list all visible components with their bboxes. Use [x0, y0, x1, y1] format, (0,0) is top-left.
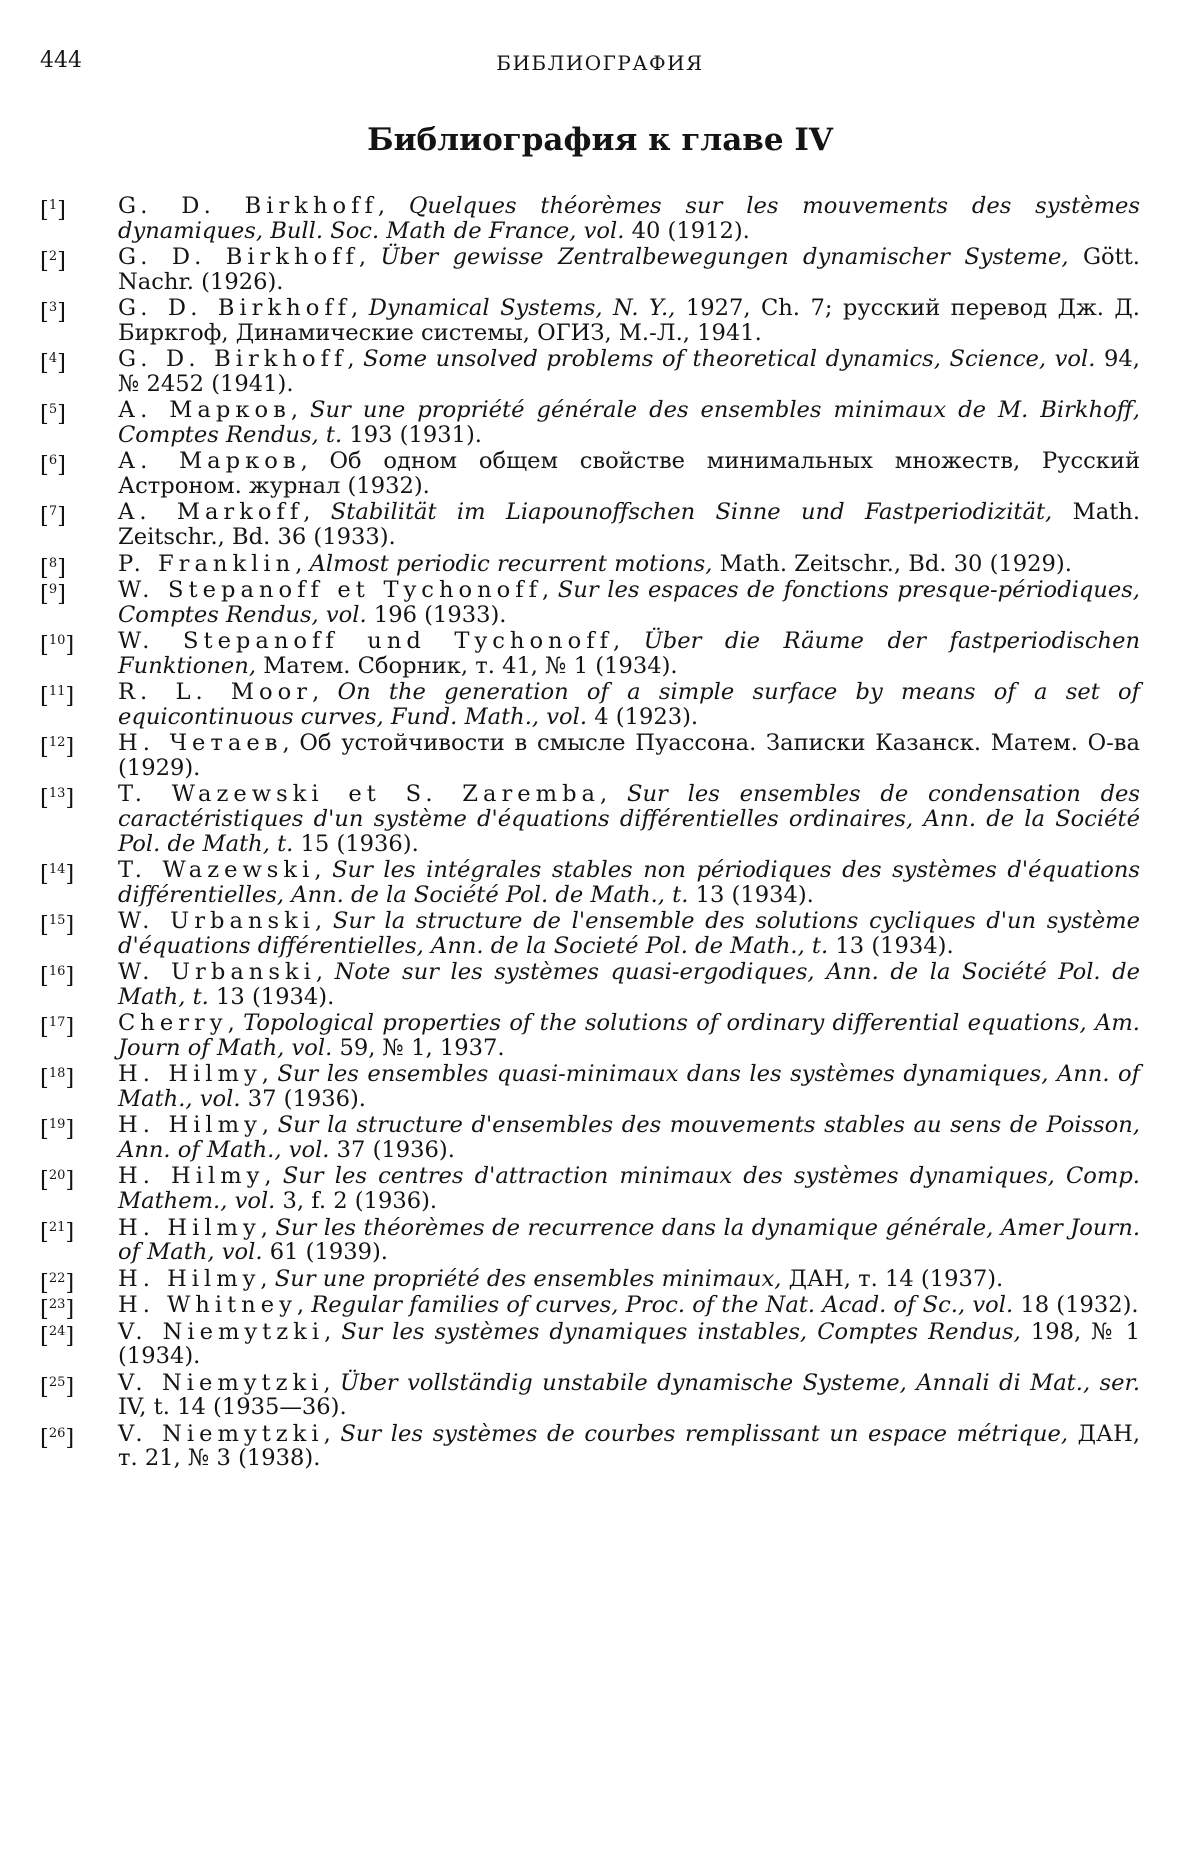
entry-separator: ,: [351, 295, 369, 322]
entry-details: 40 (1912).: [624, 217, 750, 244]
entry-details: 1927, Ch. 7; русский перевод Дж. Д. Биркгоф, Динамические системы, ОГИЗ, М.-Л., 1941.: [118, 295, 1140, 346]
entry-separator: ,: [295, 550, 310, 577]
entry-title: Sur les systèmes dynamiques instables, Comptes Rendus,: [341, 1318, 1021, 1345]
entry-number-value: 20: [48, 1168, 66, 1184]
entry-separator: ,: [315, 908, 333, 935]
entry-details: 61 (1939).: [262, 1239, 388, 1266]
entry-author: W. Urbanski: [118, 959, 316, 986]
entry-number-value: 18: [48, 1066, 66, 1082]
entry-author: A. Markoff: [118, 499, 304, 526]
entry-number-value: 24: [48, 1323, 66, 1339]
chapter-bibliography-title: Библиография к главе IV: [367, 122, 833, 158]
entry-number-value: 7: [48, 504, 58, 520]
entry-separator: ,: [227, 1010, 244, 1037]
entry-details: Об одном общем свойстве минимальных множеств, Русский Астроном. журнал (1932).: [118, 448, 1140, 499]
entry-number: [$^2$]: [40, 248, 66, 275]
entry-author: H. Hilmy: [118, 1214, 261, 1241]
entry-title: Über gewisse Zentralbewegungen dynamischer Systeme,: [380, 244, 1069, 271]
bibliography-entry: [40, 398, 1140, 447]
entry-author: P. Franklin: [118, 550, 296, 577]
entry-title: Über vollständig unstabile dynamische Systeme, Annali di Mat., ser.: [340, 1369, 1140, 1396]
bibliography-entry: [40, 194, 1140, 243]
entry-title: Sur les ensembles de condensation des caractéristiques d'un système d'équations différentielles ordinaires, Ann. de la Société Pol. de Math, t.: [118, 781, 1141, 857]
entry-number: [$^{11}$]: [40, 683, 75, 710]
entry-details: 193 (1931).: [342, 421, 482, 448]
entry-details: ДАН, т. 14 (1937).: [781, 1265, 1004, 1292]
entry-separator: ,: [260, 1265, 275, 1292]
entry-number: [$^{22}$]: [40, 1269, 75, 1296]
entry-separator: ,: [314, 857, 333, 884]
entry-author: T. Wazewski: [118, 857, 315, 884]
entry-title: Topological properties of the solutions of ordinary differential equations, Am. Journ of Math, vol.: [118, 1010, 1140, 1061]
entry-author: Н. Четаев: [118, 730, 283, 757]
entry-number: [$^{14}$]: [40, 861, 75, 888]
entry-number-value: 12: [48, 735, 66, 751]
entry-number: [$^5$]: [40, 401, 66, 428]
entry-number-value: 6: [48, 453, 58, 469]
bibliography-entry: [40, 1292, 1140, 1323]
entry-details: 15 (1936).: [293, 830, 419, 857]
entry-number: [$^{16}$]: [40, 963, 75, 990]
entry-title: Stabilität im Liapounoffschen Sinne und Fastperiodizität,: [330, 499, 1053, 526]
entry-details: 59, № 1, 1937.: [332, 1034, 505, 1061]
bibliography-entry: [40, 296, 1140, 345]
bibliography-entry: [40, 629, 1140, 678]
entry-details: Об устойчивости в смысле Пуассона. Записки Казанск. Матем. О-ва (1929).: [118, 730, 1140, 781]
entry-number: [$^9$]: [40, 581, 66, 608]
entry-title: Sur une propriété générale des ensembles minimaux de M. Birkhoff, Comptes Rendus, t.: [118, 397, 1140, 448]
bibliography-entry: [40, 1320, 1140, 1369]
entry-number-value: 19: [48, 1117, 66, 1133]
entry-separator: ,: [282, 730, 300, 757]
entry-number-value: 22: [48, 1270, 66, 1286]
entry-author: А. Марков: [118, 397, 291, 424]
entry-separator: ,: [600, 781, 628, 808]
bibliography-entry: [40, 1371, 1140, 1420]
bibliography-list: [40, 194, 1140, 1473]
entry-number: [$^{19}$]: [40, 1116, 75, 1143]
entry-number: [$^7$]: [40, 503, 66, 530]
bibliography-entry: [40, 909, 1140, 958]
bibliography-entry: [40, 347, 1140, 396]
entry-author: G. D. Birkhoff: [118, 244, 359, 271]
bibliography-entry: [40, 1062, 1140, 1111]
entry-separator: ,: [303, 499, 331, 526]
entry-number-value: 13: [48, 786, 66, 802]
entry-number: [$^{25}$]: [40, 1373, 75, 1400]
bibliography-entry: [40, 550, 1140, 581]
bibliography-entry: [40, 500, 1140, 549]
entry-separator: ,: [612, 628, 644, 655]
entry-number-value: 21: [48, 1219, 66, 1235]
entry-separator: ,: [542, 577, 558, 604]
entry-details: 4 (1923).: [587, 703, 699, 730]
entry-title: Sur les théorèmes de recurrence dans la dynamique générale, Amer Journ. of Math, vol.: [118, 1214, 1140, 1266]
entry-title: Sur les intégrales stables non périodiques des systèmes d'équations différentielles, Ann. de la Société Pol. de Math., t.: [118, 857, 1140, 908]
bibliography-entry: [40, 1164, 1140, 1213]
entry-author: H. Whitney: [118, 1292, 297, 1319]
entry-title: Note sur les systèmes quasi-ergodiques, Ann. de la Société Pol. de Math, t.: [118, 959, 1140, 1010]
entry-author: V. Niemytzki: [118, 1420, 324, 1447]
entry-number-value: 8: [48, 555, 58, 571]
entry-title: Sur les centres d'attraction minimaux des systèmes dynamiques, Comp. Mathem., vol.: [118, 1163, 1140, 1215]
entry-author: W. Stepanoff und Tychonoff: [118, 628, 613, 655]
entry-details: 37 (1936).: [240, 1085, 366, 1112]
entry-number: [$^{21}$]: [40, 1218, 75, 1245]
entry-number: [$^{15}$]: [40, 912, 75, 939]
entry-details: ДАН, т. 21, № 3 (1938).: [118, 1420, 1140, 1472]
entry-number-value: 9: [48, 582, 58, 598]
bibliography-entry: [40, 449, 1140, 498]
entry-number-value: 3: [48, 300, 58, 316]
entry-details: 18 (1932).: [1013, 1292, 1139, 1319]
entry-number-value: 23: [48, 1297, 66, 1313]
bibliography-entry: [40, 1265, 1140, 1296]
bibliography-entry: [40, 782, 1140, 856]
entry-number-value: 14: [48, 862, 66, 878]
entry-details: 13 (1934).: [208, 983, 335, 1010]
entry-number: [$^3$]: [40, 299, 66, 326]
entry-number-value: 17: [48, 1015, 66, 1031]
entry-details: Gött. Nachr. (1926).: [118, 244, 1140, 295]
entry-number: [$^{17}$]: [40, 1014, 75, 1041]
entry-author: H. Hilmy: [118, 1265, 261, 1292]
entry-number: [$^{18}$]: [40, 1065, 75, 1092]
entry-separator: ,: [260, 1214, 276, 1241]
entry-author: V. Niemytzki: [118, 1318, 325, 1345]
entry-title: Sur la structure d'ensembles des mouvements stables au sens de Poisson, Ann. of Math., vol.: [118, 1112, 1140, 1163]
entry-separator: ,: [264, 1163, 283, 1190]
entry-number: [$^{10}$]: [40, 632, 75, 659]
entry-details: Math. Zeitschr., Bd. 30 (1929).: [712, 550, 1072, 577]
entry-details: Math. Zeitschr., Bd. 36 (1933).: [118, 499, 1141, 551]
entry-separator: ,: [347, 346, 364, 373]
entry-separator: ,: [300, 448, 330, 475]
entry-number-value: 15: [48, 913, 66, 929]
entry-title: Sur les espaces de fonctions presque-périodiques, Comptes Rendus, vol.: [118, 577, 1140, 628]
entry-author: R. L. Moor: [118, 679, 313, 706]
entry-separator: ,: [324, 1318, 342, 1345]
entry-separator: ,: [312, 679, 338, 706]
entry-separator: ,: [296, 1292, 312, 1319]
entry-author: G. D. Birkhoff: [118, 346, 348, 373]
bibliography-entry: [40, 1216, 1140, 1265]
entry-number-value: 11: [48, 684, 66, 700]
entry-author: G. D. Birkhoff: [118, 295, 352, 322]
bibliography-entry: [40, 245, 1140, 294]
entry-separator: ,: [315, 959, 335, 986]
entry-number-value: 4: [48, 351, 58, 367]
entry-number: [$^{23}$]: [40, 1296, 75, 1323]
entry-details: 198, № 1 (1934).: [118, 1318, 1141, 1370]
entry-number: [$^{13}$]: [40, 785, 75, 812]
entry-number: [$^1$]: [40, 197, 66, 223]
entry-title: Regular families of curves, Proc. of the Nat. Acad. of Sc., vol.: [311, 1292, 1014, 1319]
entry-number-value: 1: [48, 198, 58, 213]
entry-separator: ,: [377, 193, 409, 219]
entry-number: [$^4$]: [40, 350, 66, 377]
entry-author: H. Hilmy: [118, 1163, 265, 1190]
entry-author: W. Stepanoff et Tychonoff: [118, 577, 542, 604]
entry-title: Über die Räume der fastperiodischen Funktionen,: [118, 628, 1141, 679]
entry-author: H. Hilmy: [118, 1061, 262, 1088]
entry-title: Some unsolved problems of theoretical dynamics, Science, vol.: [363, 346, 1096, 373]
entry-author: А. Марков: [118, 448, 301, 475]
entry-separator: ,: [323, 1420, 341, 1447]
entry-separator: ,: [261, 1112, 278, 1139]
entry-author: H. Hilmy: [118, 1112, 262, 1139]
bibliography-entry: [40, 680, 1140, 729]
entry-separator: ,: [261, 1061, 278, 1088]
bibliography-entry: [40, 578, 1140, 627]
entry-number: [$^{26}$]: [40, 1424, 75, 1451]
entry-details: 3, f. 2 (1936).: [275, 1188, 438, 1215]
entry-number-value: 26: [48, 1425, 66, 1441]
entry-title: Almost periodic recurrent motions,: [309, 550, 713, 577]
entry-author: Cherry: [118, 1010, 228, 1037]
entry-title: Sur une propriété des ensembles minimaux,: [274, 1265, 782, 1292]
entry-details: 13 (1934).: [828, 932, 954, 959]
entry-title: Sur les systèmes de courbes remplissant un espace métrique,: [340, 1420, 1069, 1447]
entry-details: IV, t. 14 (1935—36).: [118, 1394, 347, 1421]
entry-separator: ,: [358, 244, 381, 271]
bibliography-entry: [40, 1113, 1140, 1162]
entry-author: W. Urbanski: [118, 908, 316, 935]
entry-title: On the generation of a simple surface by means of a set of equicontinuous curves, Fund. Math., vol.: [118, 679, 1141, 730]
entry-number: [$^{24}$]: [40, 1322, 75, 1349]
entry-number-value: 16: [48, 964, 66, 980]
entry-number: [$^{20}$]: [40, 1167, 75, 1194]
entry-details: 37 (1936).: [329, 1137, 455, 1163]
entry-details: 94, № 2452 (1941).: [118, 346, 1140, 397]
entry-details: 196 (1933).: [366, 601, 507, 628]
entry-separator: ,: [323, 1369, 341, 1396]
entry-number-value: 10: [48, 633, 66, 649]
entry-author: G. D. Birkhoff: [118, 193, 378, 219]
entry-separator: ,: [290, 397, 310, 424]
bibliography-entry: [40, 1011, 1140, 1060]
entry-number-value: 25: [48, 1374, 66, 1390]
entry-title: Quelques théorèmes sur les mouvements des systèmes dynamiques, Bull. Soc. Math de France, vol.: [118, 193, 1140, 244]
entry-author: T. Wazewski et S. Zaremba: [118, 781, 601, 808]
entry-title: Sur la structure de l'ensemble des solutions cycliques d'un système d'équations différentielles, Ann. de la Societé Pol. de Math., t.: [118, 908, 1140, 959]
entry-number-value: 5: [48, 402, 58, 418]
bibliography-entry: [40, 1422, 1140, 1471]
page-number: 444: [40, 48, 82, 73]
entry-number-value: 2: [48, 249, 58, 265]
running-head: БИБЛИОГРАФИЯ: [496, 51, 704, 75]
entry-number: [$^{12}$]: [40, 734, 75, 761]
entry-title: Sur les ensembles quasi-minimaux dans les systèmes dynamiques, Ann. of Math., vol.: [118, 1061, 1140, 1112]
entry-number: [$^8$]: [40, 554, 66, 581]
bibliography-entry: [40, 858, 1140, 907]
entry-details: Матем. Сборник, т. 41, № 1 (1934).: [256, 652, 678, 679]
entry-number: [$^6$]: [40, 452, 66, 479]
entry-title: Dynamical Systems, N. Y.,: [368, 295, 676, 322]
bibliography-entry: [40, 960, 1140, 1009]
entry-details: 13 (1934).: [688, 881, 814, 908]
bibliography-entry: [40, 731, 1140, 780]
entry-author: V. Niemytzki: [118, 1369, 324, 1396]
